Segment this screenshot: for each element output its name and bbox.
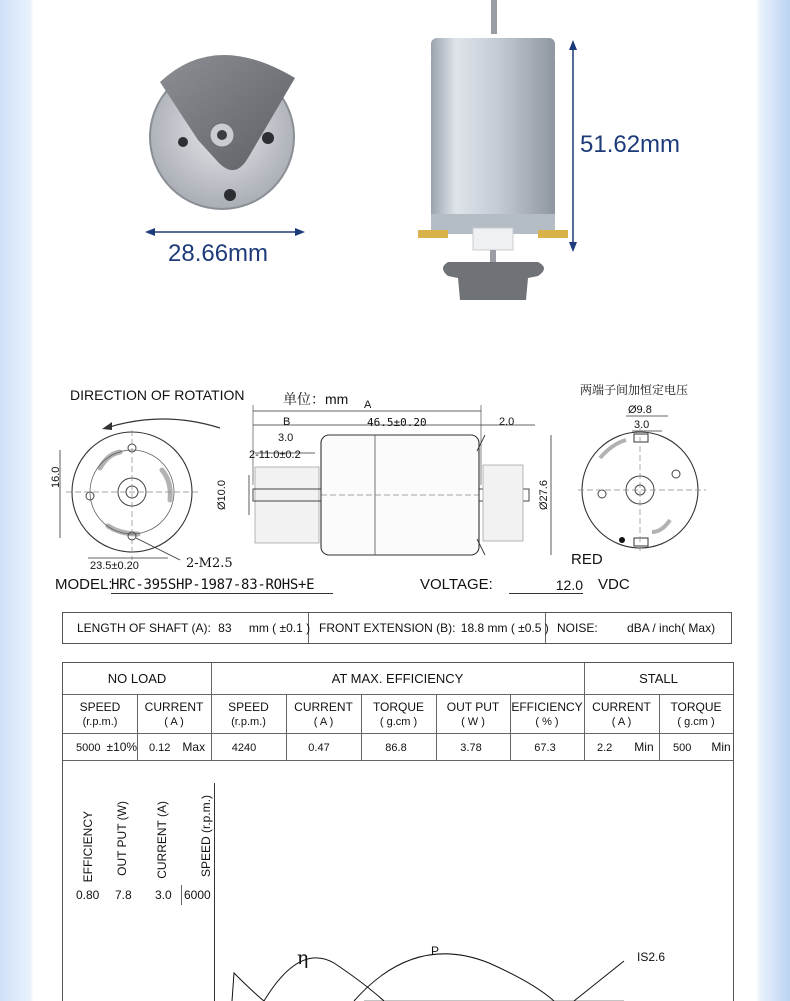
axis-current: CURRENT (A)	[155, 801, 169, 879]
voltage-label: VOLTAGE:	[420, 576, 493, 593]
value-noload-speed: 5000 ±10%	[76, 740, 138, 754]
rotation-arrow	[98, 408, 228, 432]
group-no-load: NO LOAD	[107, 671, 167, 686]
shaft-tolerance: mm ( ±0.1 )	[248, 621, 311, 635]
dim-a: A	[364, 399, 372, 411]
header-noload-speed: SPEED (r.p.m.)	[79, 700, 121, 728]
side-view-drawing	[245, 405, 565, 565]
shaft-label: LENGTH OF SHAFT (A):	[77, 621, 211, 635]
height-dimension-arrow	[566, 40, 580, 252]
dim-16: 16.0	[50, 466, 62, 488]
group-max-efficiency: AT MAX. EFFICIENCY	[331, 671, 464, 686]
value-stall-torque: 500 Min	[673, 740, 731, 754]
max-efficiency: 0.80	[76, 888, 100, 902]
model-value: HRC-395SHP-1987-83-ROHS+E	[111, 577, 333, 594]
header-stall-torque: TORQUE ( g.cm )	[670, 700, 722, 728]
dim-3-0-right: 3.0	[634, 419, 650, 431]
voltage-unit: VDC	[598, 576, 630, 593]
value-noload-current: 0.12 Max	[149, 740, 206, 754]
diameter-label: 28.66mm	[168, 240, 269, 267]
header-eff-efficiency: EFFICIENCY ( % )	[511, 700, 583, 728]
noise-label: NOISE:	[557, 621, 598, 635]
curve-p-label: P	[431, 944, 440, 958]
noise-unit: dBA / inch( Max)	[627, 621, 716, 635]
motor-side-view-photo	[418, 0, 568, 305]
rear-view-drawing	[578, 414, 718, 554]
motor-end-view-photo	[140, 30, 320, 230]
dim-body: 46.5±0.20	[367, 416, 427, 429]
header-stall-current: CURRENT ( A )	[592, 700, 651, 728]
max-current: 3.0	[155, 888, 172, 902]
max-speed: 6000	[184, 888, 211, 902]
header-eff-current: CURRENT ( A )	[294, 700, 353, 728]
header-noload-current: CURRENT ( A )	[144, 700, 204, 728]
axis-efficiency: EFFICIENCY	[81, 811, 95, 883]
axis-speed: SPEED (r.p.m.)	[199, 795, 213, 878]
dim-2-0: 2.0	[499, 416, 515, 428]
model-label: MODEL:	[55, 576, 113, 593]
curve-is-label: IS2.6	[637, 950, 666, 964]
shaft-spec-row	[62, 612, 732, 644]
axis-output: OUT PUT (W)	[115, 801, 129, 876]
red-label: RED	[571, 551, 603, 568]
front-label: FRONT EXTENSION (B):	[319, 621, 456, 635]
dim-b: B	[283, 416, 291, 428]
dim-2-11: 2-11.0±0.2	[249, 449, 301, 461]
dim-phi9-8: Ø9.8	[628, 404, 652, 416]
voltage-value: 12.0	[509, 577, 583, 594]
value-eff-efficiency: 67.3	[534, 742, 556, 754]
unit-label: 单位：mm	[283, 391, 349, 407]
header-eff-torque: TORQUE ( g.cm )	[372, 700, 425, 728]
front-value: 18.8 mm ( ±0.5 )	[460, 621, 549, 635]
header-eff-output: OUT PUT ( W )	[446, 700, 500, 728]
curve-eta-label: η	[297, 947, 309, 969]
performance-table	[62, 662, 734, 1001]
shaft-value: 83	[218, 621, 232, 635]
value-eff-current: 0.47	[308, 742, 330, 754]
value-stall-current: 2.2 Min	[597, 740, 654, 754]
dim-23-5: 23.5±0.20	[90, 560, 139, 572]
rotation-label: DIRECTION OF ROTATION	[70, 387, 245, 403]
height-label: 51.62mm	[580, 131, 681, 158]
header-eff-speed: SPEED (r.p.m.)	[228, 700, 269, 728]
speed-axis-line	[181, 885, 182, 905]
max-output: 7.8	[115, 888, 132, 902]
dim-phi10: Ø10.0	[216, 480, 228, 510]
chinese-note: 两端子间加恒定电压	[580, 383, 689, 397]
diameter-dimension-arrow	[145, 225, 305, 239]
value-eff-speed: 4240	[231, 742, 257, 754]
group-stall: STALL	[639, 671, 678, 686]
dim-m2-5: 2-M2.5	[186, 556, 233, 571]
value-eff-torque: 86.8	[385, 742, 407, 754]
dim-phi27: Ø27.6	[538, 480, 550, 510]
dim-3-0-left: 3.0	[278, 432, 294, 444]
value-eff-output: 3.78	[460, 742, 482, 754]
